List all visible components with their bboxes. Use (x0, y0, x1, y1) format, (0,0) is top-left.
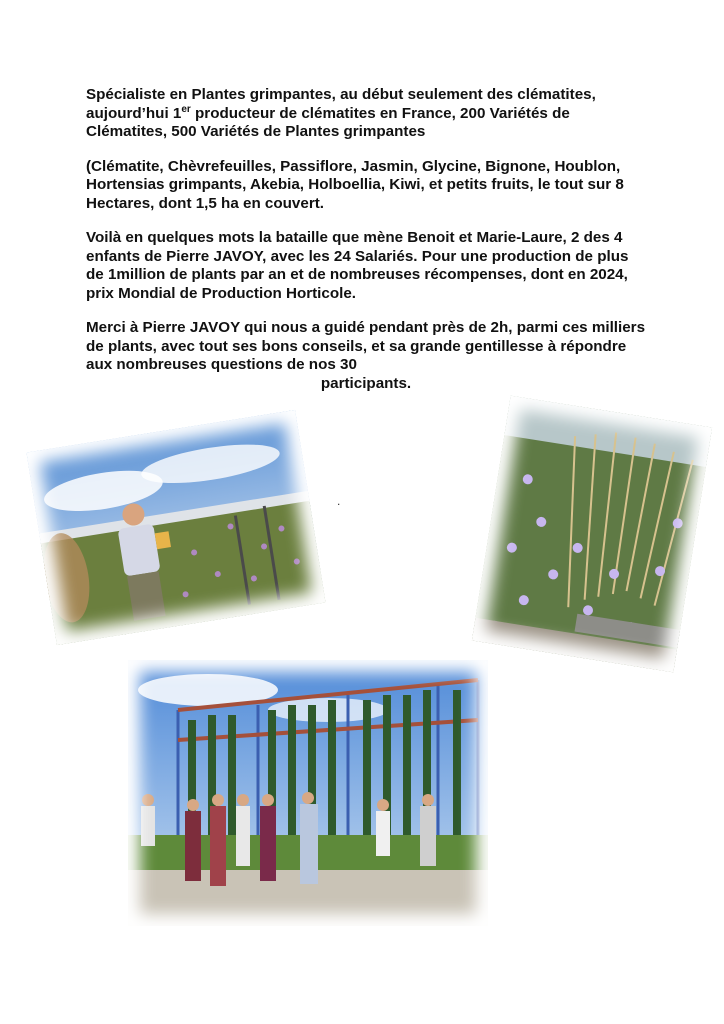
photo-clematis-image (472, 396, 712, 673)
intro-text-start: Spécialiste en Plantes grimpantes, au début seulement des clématites, aujourd’hui 1 (86, 86, 596, 122)
paragraph-thanks (86, 319, 646, 393)
paragraph-intro (86, 86, 646, 142)
photo-group-image (128, 660, 488, 926)
photo-clematis-pots (472, 396, 712, 673)
thanks-text: Merci à Pierre JAVOY qui nous a guidé pendant près de 2h, parmi ces milliers de plants, avec tout ses bons conseils, et sa grande gentillesse à répondre aux nombreuses questions de nos 30 (86, 319, 646, 373)
intro-text-end: producteur de clématites en France, 200 Variétés de Clématites, 500 Variétés de Plantes grimpantes (86, 104, 570, 140)
thanks-last-line: participants. (320, 374, 412, 392)
paragraph-plant-list: (Clématite, Chèvrefeuilles, Passiflore, Jasmin, Glycine, Bignone, Houblon, Hortensias grimpants, Akebia, Holboellia, Kiwi, et petits fruits, le tout sur 8 Hectares, dont 1,5 ha en couvert. (86, 157, 624, 212)
paragraph-family: Voilà en quelques mots la bataille que mène Benoit et Marie-Laure, 2 des 4 enfants de Pierre JAVOY, avec les 24 Salariés. Pour une production de plus de 1million de plants par an et de nombreuses récompenses, dont en 2024, prix Mondial de Production Horticole. (86, 229, 629, 302)
article-text (86, 86, 646, 409)
photo-visitor-group (128, 660, 488, 926)
stray-dot: . (337, 494, 341, 508)
ordinal-superscript: er (181, 103, 191, 115)
photo-guide-image (26, 410, 325, 645)
photo-guide-in-field (26, 410, 325, 645)
